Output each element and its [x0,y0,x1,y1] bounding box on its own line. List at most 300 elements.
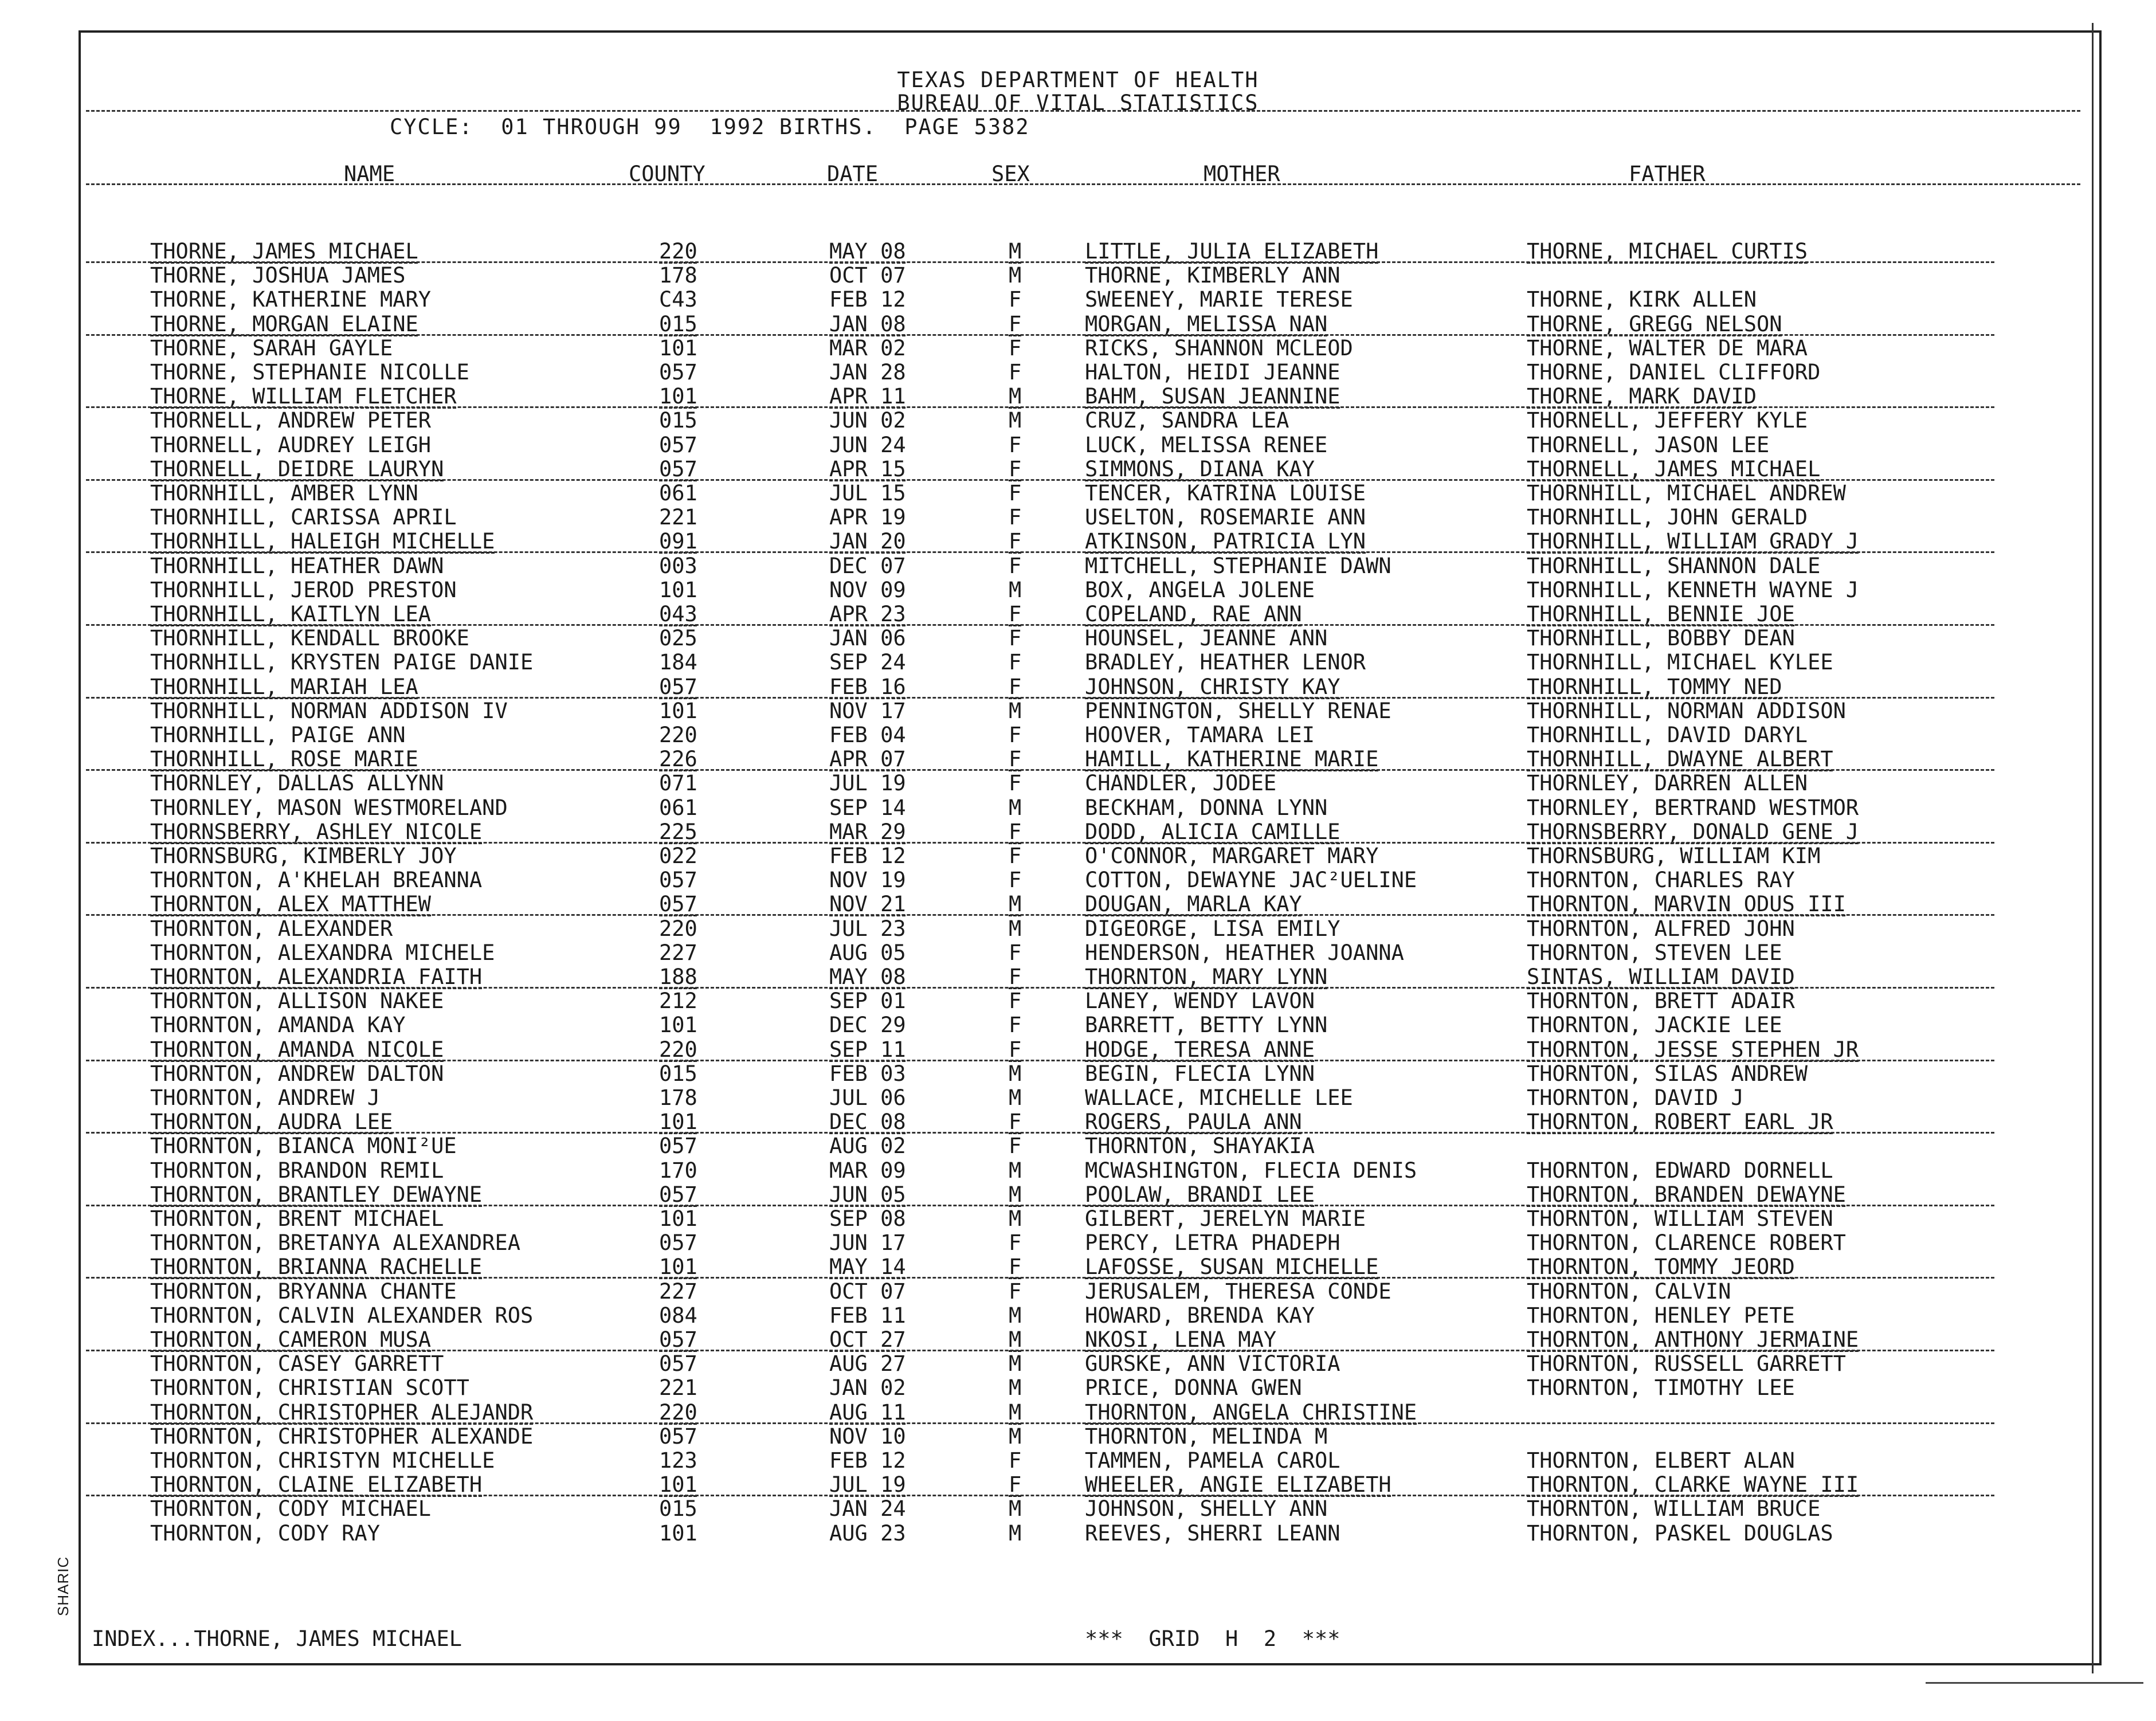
cell-mother: BEGIN, FLECIA LYNN [1085,1061,1315,1086]
cell-date: JUN 02 [829,408,906,433]
cell-county: 220 [659,1037,697,1062]
cell-date: NOV 17 [829,698,906,723]
cell-name: THORNTON, AUDRA LEE [150,1110,393,1135]
table-row [0,1062,2120,1086]
table-row [0,1352,2120,1376]
cell-name: THORNHILL, CARISSA APRIL [150,505,457,530]
cell-date: JUN 24 [829,432,906,457]
cell-mother: CRUZ, SANDRA LEA [1085,408,1289,433]
table-row [0,1134,2120,1158]
cell-father: THORNELL, JAMES MICHAEL [1527,456,1821,481]
table-row [0,965,2120,989]
cell-name: THORNTON, BRIANNA RACHELLE [150,1255,483,1280]
cell-name: THORNTON, CAMERON MUSA [150,1327,432,1352]
cell-county: 101 [659,1013,697,1038]
cell-mother: CHANDLER, JODEE [1085,771,1277,796]
cell-father: THORNTON, STEVEN LEE [1527,940,1782,965]
cell-name: THORNTON, CASEY GARRETT [150,1351,444,1377]
cell-mother: HOOVER, TAMARA LEI [1085,723,1315,747]
cell-sex: F [1009,844,1022,868]
cell-sex: M [1009,1182,1022,1207]
cell-name: THORNHILL, HALEIGH MICHELLE [150,529,495,554]
cell-county: 221 [659,505,697,530]
cell-name: THORNHILL, KAITLYN LEA [150,602,432,626]
cell-father: THORNE, DANIEL CLIFFORD [1527,360,1821,385]
cell-sex: M [1009,892,1022,917]
cell-date: NOV 09 [829,577,906,602]
cell-mother: COPELAND, RAE ANN [1085,602,1302,626]
table-row [0,1183,2120,1207]
cell-sex: M [1009,916,1022,941]
cell-sex: M [1009,1351,1022,1377]
cell-county: 101 [659,1206,697,1231]
cell-sex: F [1009,771,1022,796]
table-row [0,675,2120,699]
cell-father: THORNELL, JEFFERY KYLE [1527,408,1808,433]
cell-date: JAN 24 [829,1496,906,1522]
cell-date: FEB 16 [829,674,906,699]
table-row [0,892,2120,916]
table-row [0,868,2120,892]
cell-sex: F [1009,747,1022,772]
cell-county: 220 [659,916,697,941]
cell-county: 227 [659,940,697,965]
cell-father: THORNHILL, WILLIAM GRADY J [1527,529,1859,554]
cell-date: FEB 12 [829,1448,906,1473]
cell-sex: M [1009,1375,1022,1401]
cell-sex: F [1009,1230,1022,1256]
cell-mother: GILBERT, JERELYN MARIE [1085,1206,1366,1231]
col-header-mother: MOTHER [1204,162,1280,186]
cell-mother: LAFOSSE, SUSAN MICHELLE [1085,1255,1379,1280]
grid-footer: *** GRID H 2 *** [1085,1626,1340,1651]
cell-county: 071 [659,771,697,796]
table-row [0,1280,2120,1304]
cell-date: NOV 19 [829,868,906,893]
cell-date: OCT 07 [829,1279,906,1304]
cell-name: THORNE, MORGAN ELAINE [150,311,418,336]
cell-father: THORNTON, ANTHONY JERMAINE [1527,1327,1859,1352]
cell-sex: M [1009,384,1022,409]
cell-county: 101 [659,384,697,409]
cell-mother: THORNTON, SHAYAKIA [1085,1134,1315,1159]
cell-sex: F [1009,1013,1022,1038]
cell-mother: BRADLEY, HEATHER LENOR [1085,650,1366,675]
cell-county: 057 [659,1230,697,1256]
table-row [0,796,2120,820]
cell-father: THORNTON, JACKIE LEE [1527,1013,1782,1038]
cell-county: 101 [659,1255,697,1280]
cell-date: DEC 07 [829,553,906,578]
cell-mother: POOLAW, BRANDI LEE [1085,1182,1315,1207]
cell-sex: F [1009,1134,1022,1159]
cell-mother: SIMMONS, DIANA KAY [1085,456,1315,481]
cell-father: THORNE, WALTER DE MARA [1527,335,1808,360]
cell-county: 057 [659,360,697,385]
cell-name: THORNTON, BRYANNA CHANTE [150,1279,457,1304]
cell-name: THORNTON, CHRISTYN MICHELLE [150,1448,495,1473]
cell-county: 057 [659,456,697,481]
cell-county: 057 [659,432,697,457]
cell-name: THORNTON, CODY RAY [150,1520,380,1546]
cell-county: 061 [659,795,697,820]
cell-father: THORNTON, DAVID J [1527,1085,1744,1110]
cell-county: 101 [659,1520,697,1546]
cell-sex: M [1009,1424,1022,1449]
cell-county: 057 [659,1327,697,1352]
table-row [0,917,2120,941]
cell-mother: JOHNSON, CHRISTY KAY [1085,674,1340,699]
cell-date: JAN 28 [829,360,906,385]
table-row [0,505,2120,530]
cell-name: THORNHILL, NORMAN ADDISON IV [150,698,508,723]
cell-sex: F [1009,505,1022,530]
table-row [0,1304,2120,1328]
cell-sex: F [1009,1255,1022,1280]
table-row [0,820,2120,844]
cell-name: THORNTON, CALVIN ALEXANDER ROS [150,1303,534,1328]
table-row [0,1401,2120,1425]
table-row [0,1086,2120,1110]
cell-date: MAY 14 [829,1255,906,1280]
cell-mother: REEVES, SHERRI LEANN [1085,1520,1340,1546]
cell-name: THORNTON, ALLISON NAKEE [150,989,444,1014]
table-row [0,554,2120,578]
table-row [0,1328,2120,1352]
cell-sex: F [1009,529,1022,554]
cell-date: FEB 03 [829,1061,906,1086]
cell-sex: M [1009,1327,1022,1352]
col-header-date: DATE [827,162,879,186]
cell-father: THORNE, GREGG NELSON [1527,311,1782,336]
cell-name: THORNTON, AMANDA NICOLE [150,1037,444,1062]
cell-name: THORNELL, AUDREY LEIGH [150,432,432,457]
cell-date: AUG 11 [829,1399,906,1425]
cell-date: SEP 01 [829,989,906,1014]
cell-mother: JERUSALEM, THERESA CONDE [1085,1279,1391,1304]
table-row [0,1231,2120,1255]
cell-name: THORNELL, ANDREW PETER [150,408,432,433]
cell-father: THORNTON, ELBERT ALAN [1527,1448,1795,1473]
cell-mother: DOUGAN, MARLA KAY [1085,892,1302,917]
cell-date: JUL 19 [829,771,906,796]
cell-sex: F [1009,553,1022,578]
cell-name: THORNSBERRY, ASHLEY NICOLE [150,819,483,844]
cell-county: 057 [659,868,697,893]
cell-name: THORNELL, DEIDRE LAURYN [150,456,444,481]
cell-name: THORNTON, ALEXANDER [150,916,393,941]
cell-county: C43 [659,287,697,312]
cell-county: 015 [659,1061,697,1086]
cell-sex: F [1009,311,1022,336]
cell-sex: F [1009,360,1022,385]
cell-father: THORNHILL, NORMAN ADDISON [1527,698,1846,723]
cell-name: THORNTON, ALEXANDRA MICHELE [150,940,495,965]
cell-sex: F [1009,965,1022,989]
cell-date: OCT 07 [829,263,906,288]
cell-sex: F [1009,1110,1022,1135]
cell-date: APR 19 [829,505,906,530]
cell-county: 015 [659,408,697,433]
cell-father: THORNHILL, TOMMY NED [1527,674,1782,699]
cell-name: THORNHILL, PAIGE ANN [150,723,406,747]
cell-county: 101 [659,1110,697,1135]
cell-name: THORNE, STEPHANIE NICOLLE [150,360,469,385]
cell-county: 188 [659,965,697,989]
cell-sex: F [1009,674,1022,699]
cycle-line: CYCLE: 01 THROUGH 99 1992 BIRTHS. PAGE 5382 [390,115,1030,139]
table-row [0,747,2120,771]
cell-date: AUG 23 [829,1520,906,1546]
cell-date: FEB 11 [829,1303,906,1328]
table-row [0,1473,2120,1497]
cell-sex: M [1009,795,1022,820]
cell-date: JUN 05 [829,1182,906,1207]
cell-mother: ATKINSON, PATRICIA LYN [1085,529,1366,554]
table-row [0,433,2120,457]
cell-county: 057 [659,1351,697,1377]
cell-date: APR 23 [829,602,906,626]
col-header-county: COUNTY [629,162,705,186]
cell-father: THORNTON, RUSSELL GARRETT [1527,1351,1846,1377]
side-label: SHARIC [54,1556,72,1616]
col-header-name: NAME [344,162,395,186]
cell-name: THORNLEY, MASON WESTMORELAND [150,795,508,820]
cell-name: THORNTON, AMANDA KAY [150,1013,406,1038]
cell-mother: GURSKE, ANN VICTORIA [1085,1351,1340,1377]
cell-name: THORNTON, BRANDON REMIL [150,1158,444,1183]
cell-mother: THORNTON, MELINDA M [1085,1424,1328,1449]
cell-date: SEP 11 [829,1037,906,1062]
cell-county: 101 [659,577,697,602]
cell-mother: MITCHELL, STEPHANIE DAWN [1085,553,1391,578]
table-row [0,771,2120,795]
cell-father: THORNHILL, BOBBY DEAN [1527,626,1795,651]
cell-sex: F [1009,1037,1022,1062]
table-row [0,1449,2120,1473]
cell-date: MAR 09 [829,1158,906,1183]
cell-date: JAN 20 [829,529,906,554]
col-header-sex: SEX [991,162,1030,186]
cell-date: AUG 27 [829,1351,906,1377]
table-row [0,1013,2120,1037]
cell-name: THORNHILL, AMBER LYNN [150,481,418,505]
report-title: TEXAS DEPARTMENT OF HEALTH [897,68,1259,92]
table-row [0,481,2120,505]
cell-father: THORNHILL, MICHAEL KYLEE [1527,650,1833,675]
cell-sex: F [1009,1472,1022,1497]
cell-name: THORNHILL, KRYSTEN PAIGE DANIE [150,650,534,675]
cell-date: JAN 08 [829,311,906,336]
column-divider [86,183,2080,185]
cell-name: THORNHILL, ROSE MARIE [150,747,418,772]
cell-county: 015 [659,311,697,336]
cell-date: FEB 12 [829,844,906,868]
cell-mother: PERCY, LETRA PHADEPH [1085,1230,1340,1256]
cell-date: MAR 02 [829,335,906,360]
cell-mother: SWEENEY, MARIE TERESE [1085,287,1353,312]
cell-name: THORNHILL, KENDALL BROOKE [150,626,469,651]
table-row [0,1110,2120,1134]
cell-sex: M [1009,1496,1022,1522]
cell-mother: MORGAN, MELISSA NAN [1085,311,1328,336]
cell-sex: F [1009,287,1022,312]
table-row [0,312,2120,336]
cell-mother: THORNE, KIMBERLY ANN [1085,263,1340,288]
cell-date: JUL 19 [829,1472,906,1497]
cell-county: 101 [659,1472,697,1497]
cell-name: THORNTON, CHRISTOPHER ALEJANDR [150,1399,534,1425]
cell-county: 123 [659,1448,697,1473]
cell-sex: M [1009,1520,1022,1546]
cell-county: 084 [659,1303,697,1328]
table-row [0,1207,2120,1231]
cell-name: THORNE, JAMES MICHAEL [150,239,418,264]
cell-sex: F [1009,868,1022,893]
cell-date: APR 15 [829,456,906,481]
cell-mother: WHEELER, ANGIE ELIZABETH [1085,1472,1391,1497]
cell-father: THORNHILL, SHANNON DALE [1527,553,1821,578]
cell-name: THORNTON, CODY MICHAEL [150,1496,432,1522]
cell-county: 220 [659,723,697,747]
cell-mother: HOUNSEL, JEANNE ANN [1085,626,1328,651]
cell-name: THORNTON, ANDREW J [150,1085,380,1110]
cell-sex: F [1009,989,1022,1014]
table-row [0,240,2120,264]
table-row [0,578,2120,602]
cell-county: 101 [659,698,697,723]
cell-father: THORNTON, ALFRED JOHN [1527,916,1795,941]
cell-father: THORNTON, CLARKE WAYNE III [1527,1472,1859,1497]
cell-mother: LANEY, WENDY LAVON [1085,989,1315,1014]
cell-sex: M [1009,239,1022,264]
cell-father: THORNHILL, KENNETH WAYNE J [1527,577,1859,602]
table-row [0,409,2120,433]
cell-name: THORNTON, BIANCA MONI²UE [150,1134,457,1159]
cell-name: THORNTON, CLAINE ELIZABETH [150,1472,483,1497]
cell-name: THORNE, SARAH GAYLE [150,335,393,360]
cell-date: DEC 29 [829,1013,906,1038]
cell-father: THORNLEY, BERTRAND WESTMOR [1527,795,1859,820]
cell-sex: M [1009,698,1022,723]
cell-father: THORNE, MARK DAVID [1527,384,1757,409]
cell-name: THORNE, WILLIAM FLETCHER [150,384,457,409]
cell-name: THORNTON, CHRISTIAN SCOTT [150,1375,469,1401]
index-footer: INDEX...THORNE, JAMES MICHAEL [92,1626,462,1651]
cell-mother: PRICE, DONNA GWEN [1085,1375,1302,1401]
cell-father: THORNTON, PASKEL DOUGLAS [1527,1520,1833,1546]
cell-date: JAN 06 [829,626,906,651]
cell-date: SEP 08 [829,1206,906,1231]
cell-mother: COTTON, DEWAYNE JAC²UELINE [1085,868,1417,893]
cell-mother: HAMILL, KATHERINE MARIE [1085,747,1379,772]
cell-father: THORNSBERRY, DONALD GENE J [1527,819,1859,844]
cell-name: THORNE, JOSHUA JAMES [150,263,406,288]
cell-father: THORNTON, BRETT ADAIR [1527,989,1795,1014]
cell-county: 022 [659,844,697,868]
cell-county: 178 [659,263,697,288]
cell-sex: M [1009,1303,1022,1328]
cell-sex: F [1009,723,1022,747]
cell-name: THORNTON, ANDREW DALTON [150,1061,444,1086]
cell-county: 227 [659,1279,697,1304]
cell-father: THORNTON, TIMOTHY LEE [1527,1375,1795,1401]
table-row [0,457,2120,481]
cell-mother: HODGE, TERESA ANNE [1085,1037,1315,1062]
cell-name: THORNTON, A'KHELAH BREANNA [150,868,483,893]
cell-sex: F [1009,626,1022,651]
cell-date: SEP 14 [829,795,906,820]
table-row [0,1038,2120,1062]
cell-county: 178 [659,1085,697,1110]
cell-sex: F [1009,481,1022,505]
cell-mother: DIGEORGE, LISA EMILY [1085,916,1340,941]
cell-sex: F [1009,1448,1022,1473]
cell-county: 057 [659,1134,697,1159]
cell-county: 003 [659,553,697,578]
cell-name: THORNLEY, DALLAS ALLYNN [150,771,444,796]
cell-county: 220 [659,1399,697,1425]
cell-mother: PENNINGTON, SHELLY RENAE [1085,698,1391,723]
cell-father: THORNE, MICHAEL CURTIS [1527,239,1808,264]
cell-county: 091 [659,529,697,554]
cell-mother: LITTLE, JULIA ELIZABETH [1085,239,1379,264]
cell-mother: HALTON, HEIDI JEANNE [1085,360,1340,385]
cell-father: THORNTON, CLARENCE ROBERT [1527,1230,1846,1256]
cell-father: THORNHILL, MICHAEL ANDREW [1527,481,1846,505]
cell-date: JUN 17 [829,1230,906,1256]
cell-mother: RICKS, SHANNON MCLEOD [1085,335,1353,360]
cell-date: DEC 08 [829,1110,906,1135]
cell-date: NOV 10 [829,1424,906,1449]
cell-county: 225 [659,819,697,844]
cell-mother: TENCER, KATRINA LOUISE [1085,481,1366,505]
cell-date: MAR 29 [829,819,906,844]
table-row [0,288,2120,312]
report-subtitle: BUREAU OF VITAL STATISTICS [897,91,1259,115]
cell-date: APR 11 [829,384,906,409]
table-row [0,1497,2120,1521]
cell-date: SEP 24 [829,650,906,675]
cell-father: THORNELL, JASON LEE [1527,432,1770,457]
cell-date: FEB 12 [829,287,906,312]
cell-father: THORNTON, EDWARD DORNELL [1527,1158,1833,1183]
cell-sex: M [1009,1399,1022,1425]
cell-county: 184 [659,650,697,675]
table-row [0,844,2120,868]
cell-mother: HENDERSON, HEATHER JOANNA [1085,940,1404,965]
cell-date: MAY 08 [829,965,906,989]
cell-sex: F [1009,602,1022,626]
cell-county: 025 [659,626,697,651]
cell-date: JUL 15 [829,481,906,505]
cell-sex: M [1009,577,1022,602]
cell-sex: F [1009,456,1022,481]
cell-mother: O'CONNOR, MARGARET MARY [1085,844,1379,868]
cell-father: THORNLEY, DARREN ALLEN [1527,771,1808,796]
table-row [0,602,2120,626]
cell-father: THORNHILL, BENNIE JOE [1527,602,1795,626]
cell-sex: F [1009,335,1022,360]
cell-county: 061 [659,481,697,505]
cell-father: THORNSBURG, WILLIAM KIM [1527,844,1821,868]
cell-mother: BARRETT, BETTY LYNN [1085,1013,1328,1038]
table-row [0,530,2120,554]
table-row [0,336,2120,360]
cell-father: THORNTON, HENLEY PETE [1527,1303,1795,1328]
cell-county: 220 [659,239,697,264]
cell-sex: M [1009,1061,1022,1086]
